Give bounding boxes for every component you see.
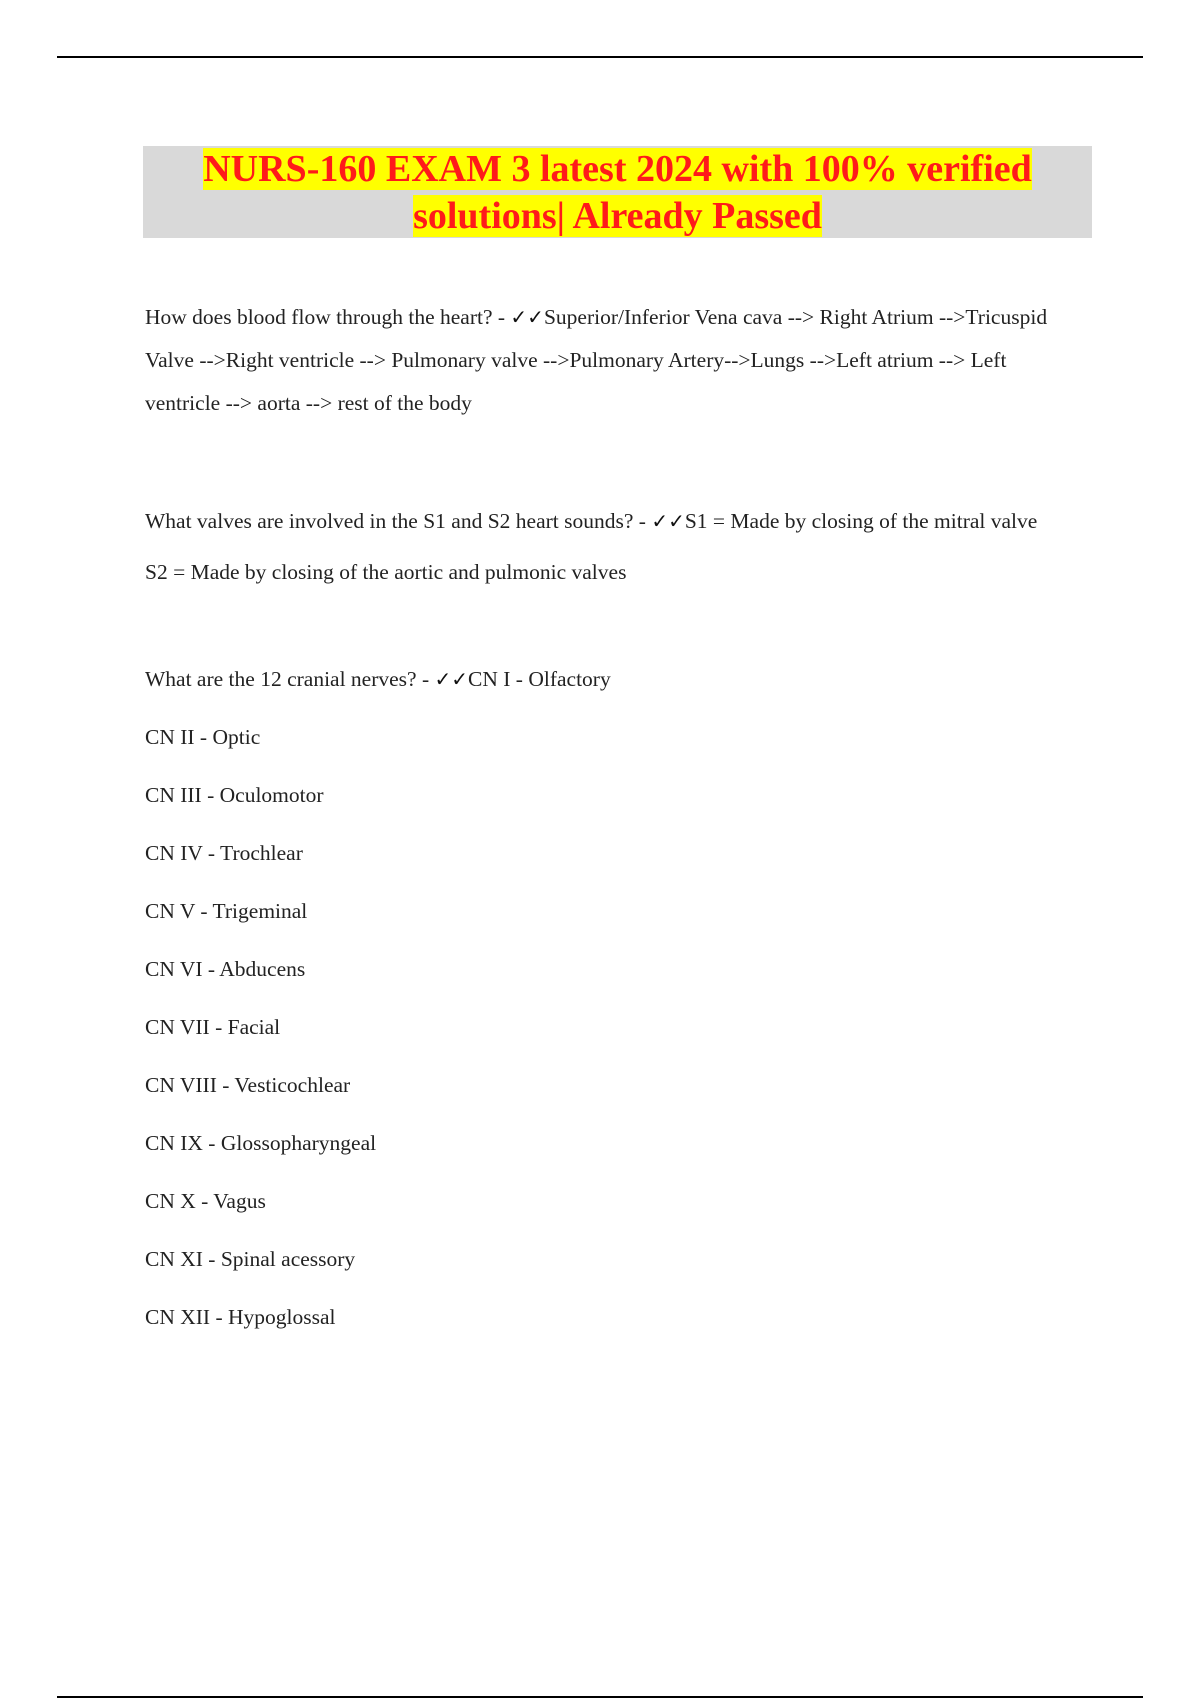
- list-item: CN VII - Facial: [145, 1015, 281, 1039]
- qa-item-heart-sounds: [145, 500, 1085, 543]
- list-item: CN IX - Glossopharyngeal: [145, 1131, 377, 1155]
- answer-continuation: S2 = Made by closing of the aortic and pulmonic valves: [145, 560, 627, 584]
- double-check-icon: ✓✓: [651, 509, 685, 533]
- answer-text: S1 = Made by closing of the mitral valve: [684, 509, 1038, 533]
- list-item: CN XII - Hypoglossal: [145, 1305, 336, 1329]
- question-text: What valves are involved in the S1 and S2 heart sounds? -: [145, 509, 652, 533]
- list-item: CN II - Optic: [145, 725, 261, 749]
- list-item: CN X - Vagus: [145, 1189, 266, 1213]
- qa-item-cranial-nerves: [145, 664, 1085, 694]
- list-item: CN III - Oculomotor: [145, 783, 324, 807]
- qa-item-blood-flow: [145, 296, 1085, 425]
- list-item: CN VIII - Vesticochlear: [145, 1073, 351, 1097]
- document-title: [143, 146, 1092, 238]
- list-item: CN IV - Trochlear: [145, 841, 303, 865]
- double-check-icon: ✓✓: [434, 667, 469, 691]
- title-line-1: NURS-160 EXAM 3 latest 2024 with 100% verified: [203, 148, 1032, 190]
- footer-rule: [57, 1696, 1143, 1698]
- question-text: How does blood flow through the heart? -: [145, 305, 511, 329]
- list-item: CN XI - Spinal acessory: [145, 1247, 356, 1271]
- header-rule: [57, 56, 1143, 58]
- document-body: [145, 296, 1085, 1332]
- double-check-icon: ✓✓: [510, 305, 544, 329]
- question-text: What are the 12 cranial nerves? -: [145, 667, 435, 691]
- answer-text: CN I - Olfactory: [468, 667, 611, 691]
- title-line-2: solutions| Already Passed: [413, 195, 822, 237]
- list-item: CN V - Trigeminal: [145, 899, 308, 923]
- list-item: CN VI - Abducens: [145, 957, 306, 981]
- answer-text: Superior/Inferior Vena cava --> Right Atrium -->Tricuspid Valve -->Right ventricle --> Pulmonary valve -->Pulmonary Artery-->Lungs -->Left atrium --> Left ventricle --> aorta --> rest of the body: [145, 305, 1048, 415]
